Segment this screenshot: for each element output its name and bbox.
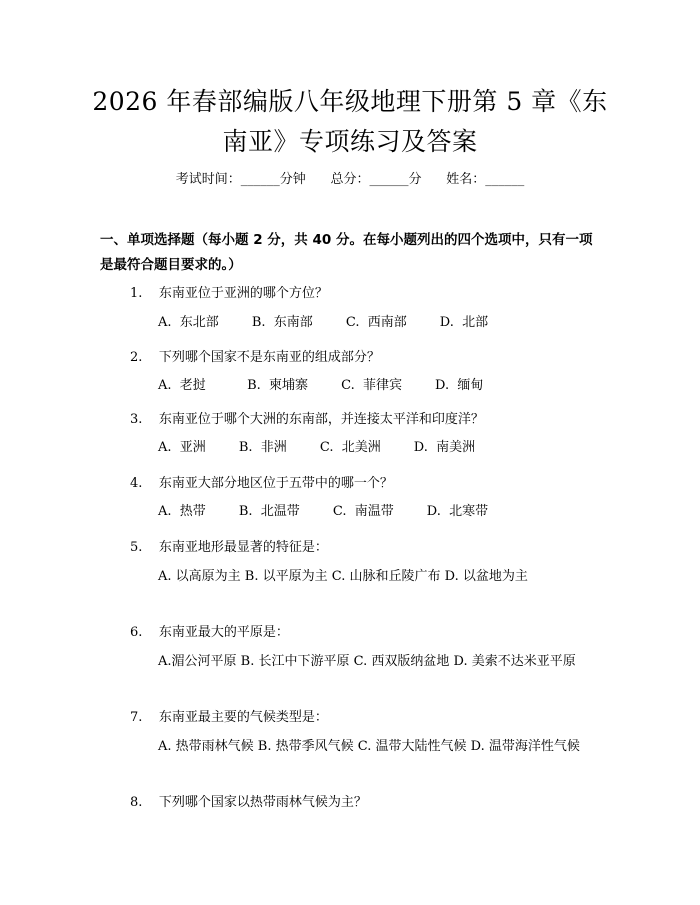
question-7-options: A. 热带雨林气候 B. 热带季风气候 C. 温带大陆性气候 D. 温带海洋性气候: [158, 739, 580, 754]
question-8-stem: 8. 下列哪个国家以热带雨林气候为主？: [130, 795, 367, 810]
question-3-stem: 3. 东南亚位于哪个大洲的东南部，并连接太平洋和印度洋？: [130, 412, 484, 427]
exam-info-line: 考试时间：______分钟 总分：______分 姓名：______: [175, 172, 525, 187]
question-7-stem: 7. 东南亚最主要的气候类型是：: [130, 710, 328, 725]
question-6-stem: 6. 东南亚最大的平原是：: [130, 625, 289, 640]
question-5-stem: 5. 东南亚地形最显著的特征是：: [130, 540, 328, 555]
question-4-options: A. 热带 B. 北温带 C. 南温带 D. 北寒带: [158, 504, 489, 519]
question-2-stem: 2. 下列哪个国家不是东南亚的组成部分？: [130, 350, 380, 365]
question-5-options: A. 以高原为主 B. 以平原为主 C. 山脉和丘陵广布 D. 以盆地为主: [158, 569, 528, 584]
question-1-options: A. 东北部 B. 东南部 C. 西南部 D. 北部: [158, 315, 489, 330]
question-3-options: A. 亚洲 B. 非洲 C. 北美洲 D. 南美洲: [158, 440, 476, 455]
question-1-stem: 1. 东南亚位于亚洲的哪个方位？: [130, 286, 328, 301]
question-2-options: A. 老挝 B. 柬埔寨 C. 菲律宾 D. 缅甸: [158, 378, 484, 393]
document-title: 2026 年春部编版八年级地理下册第 5 章《东南亚》专项练习及答案: [92, 87, 608, 156]
section-heading: 一、单项选择题（每小题 2 分，共 40 分。在每小题列出的四个选项中，只有一项是最符合题目要求的。）: [100, 232, 593, 273]
question-6-options: A.湄公河平原 B. 长江中下游平原 C. 西双版纳盆地 D. 美索不达米亚平原: [158, 654, 576, 669]
question-4-stem: 4. 东南亚大部分地区位于五带中的哪一个？: [130, 476, 393, 491]
